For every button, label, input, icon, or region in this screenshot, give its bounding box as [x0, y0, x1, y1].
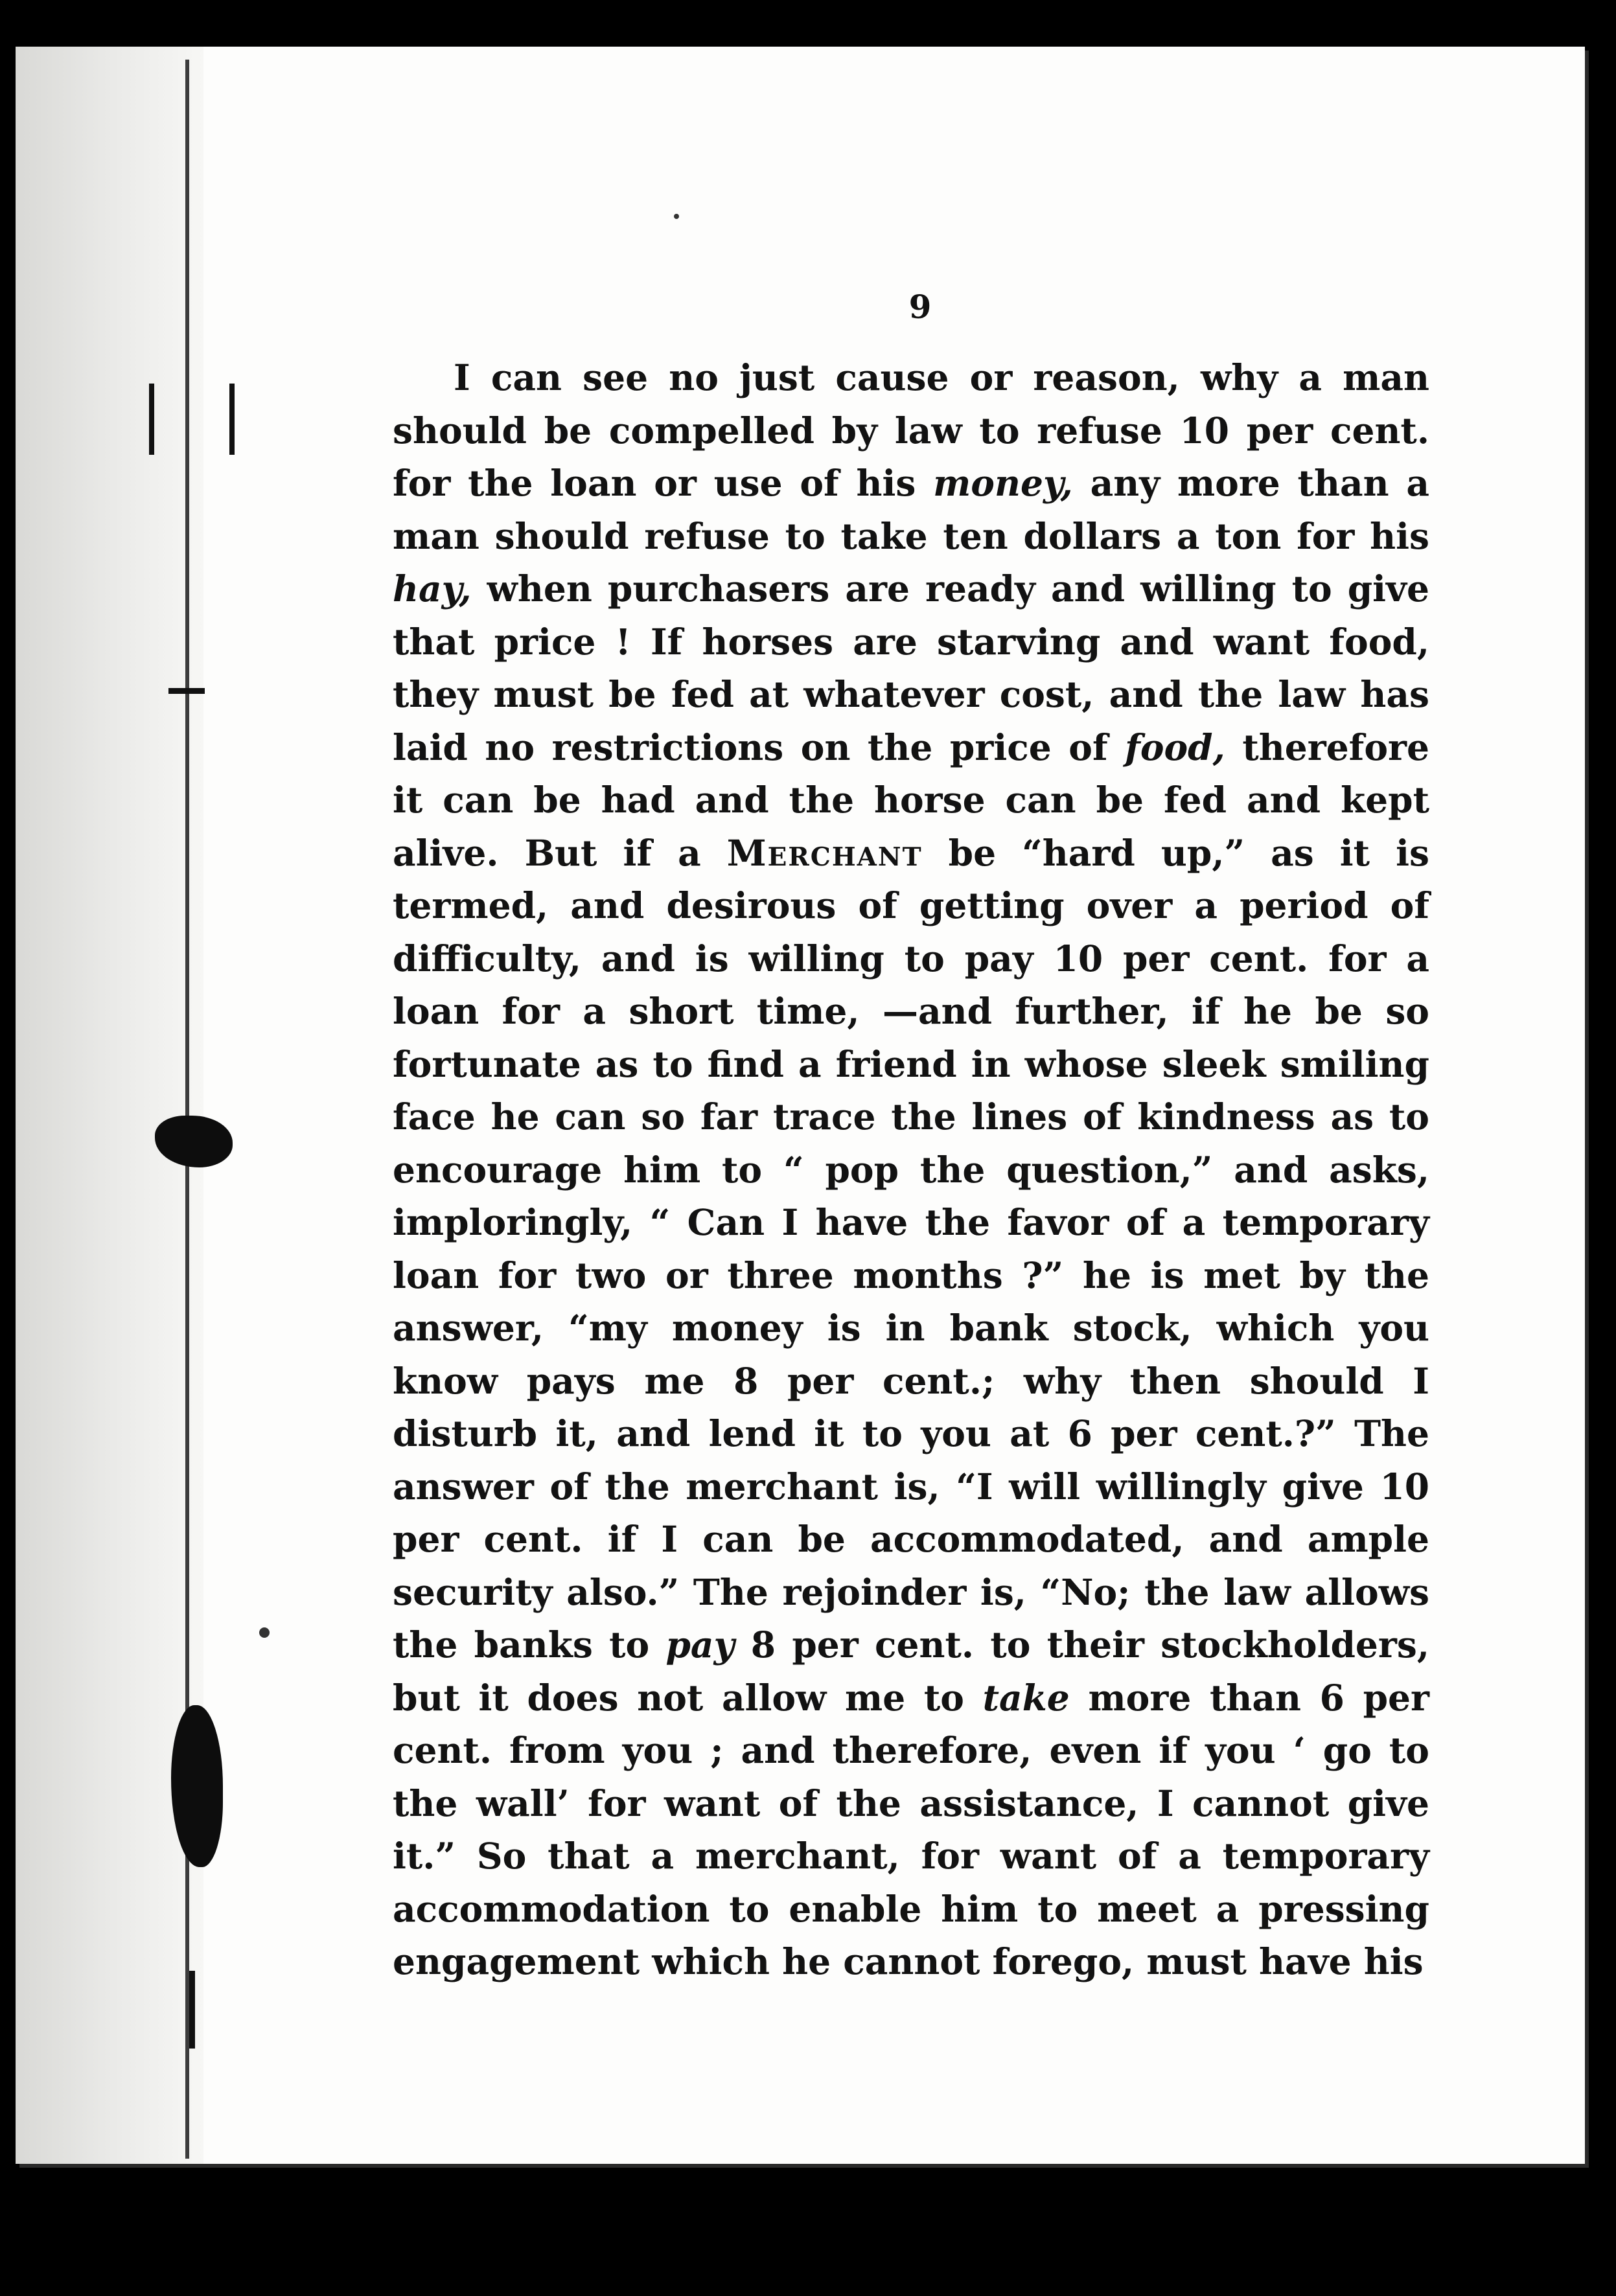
binding-mark [168, 688, 205, 694]
text-run: be “hard up,” as it is termed, and desirous of getting over a period of difficulty, and is willing to pay 10 per cent. for a loan for a short time, —and further, if he be so fortunate as to find a friend in whose sleek smiling face he can so far trace the lines of kindness as to encourage him to “ pop the question,” and asks, imploringly, “ Can I have the favor of a temporary loan for two or three months ?” he is met by the answer, “my money is in bank stock, which you know pays me 8 per cent.; why then should I disturb it, and lend it to you at 6 per cent.?” The answer of the merchant is, “I will willingly give 10 per cent. if I can be accommodated, and ample security also.” The rejoinder is, “No; the law allows the banks to [393, 831, 1429, 1666]
text-run: food, [1125, 726, 1225, 768]
page-number: 9 [908, 288, 932, 326]
speck [674, 214, 679, 219]
text-run: hay, [393, 568, 472, 610]
body-paragraph [393, 351, 1429, 1988]
text-run: pay [665, 1624, 735, 1666]
text-run: take [982, 1676, 1070, 1719]
text-run: when purchasers are ready and willing to give that price ! If horses are starving and want food, they must be fed at whatever cost, and the law has laid no restrictions on the price of [393, 568, 1429, 768]
text-run: 8 per cent. to their stockholders, but it does not allow me to [393, 1624, 1429, 1719]
text-run: money, [933, 462, 1073, 504]
text-run: any more than a man should refuse to take ten dollars a ton for his [393, 462, 1429, 557]
speck [259, 1627, 270, 1638]
text-run: I can see no just cause or reason, why a man should be compelled by law to refuse 10 per cent. for the loan or use of his [393, 356, 1429, 504]
text-run: more than 6 per cent. from you ; and therefore, even if you ‘ go to the wall’ for want of the assistance, I cannot give it.” So that a merchant, for want of a temporary accommodation to enable him to meet a pressing engagement which he cannot forego, must have his [393, 1676, 1429, 1982]
text-run: therefore it can be had and the horse can be fed and kept alive. But if a [393, 726, 1430, 874]
binding-mark [149, 384, 154, 455]
binding-mark [189, 1971, 195, 2049]
paper-sheet [16, 47, 1585, 2164]
text-run: Merchant [726, 831, 923, 874]
binding-mark [229, 384, 235, 455]
binding-gutter [16, 47, 203, 2164]
